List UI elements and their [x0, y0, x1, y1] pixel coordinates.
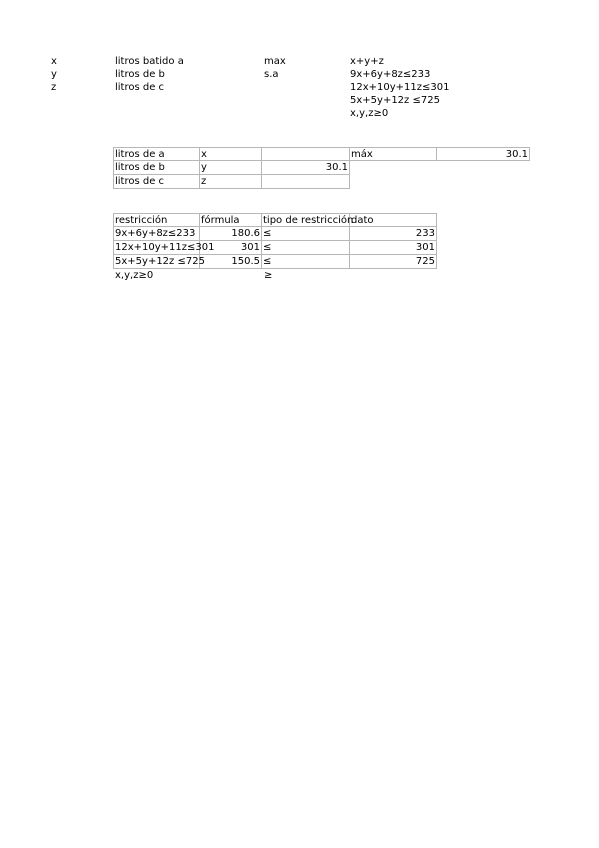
- var-x: x: [51, 56, 57, 67]
- var-row-var[interactable]: z: [200, 175, 262, 189]
- constraint-row-formula[interactable]: 180.6: [200, 227, 262, 241]
- header-data[interactable]: dato: [350, 213, 437, 227]
- var-z: z: [51, 82, 57, 93]
- constraint-row-data[interactable]: 301: [350, 241, 437, 255]
- header-formula[interactable]: fórmula: [200, 213, 262, 227]
- var-row-value[interactable]: [262, 147, 350, 161]
- constraint-row-restriction[interactable]: 9x+6y+8z≤233: [113, 227, 200, 241]
- var-row-var[interactable]: x: [200, 147, 262, 161]
- constraint-row-restriction[interactable]: 12x+10y+11z≤301: [115, 242, 215, 253]
- var-row-label[interactable]: litros de a: [113, 147, 200, 161]
- constraint-row-data[interactable]: 725: [350, 255, 437, 269]
- constraint-row-type[interactable]: ≤: [262, 241, 350, 255]
- objective-function: x+y+z: [350, 56, 384, 67]
- footer-restriction[interactable]: x,y,z≥0: [115, 270, 154, 281]
- constraint-row-restriction[interactable]: 5x+5y+12z ≤725: [115, 256, 205, 267]
- header-restriction[interactable]: restricción: [113, 213, 200, 227]
- header-type[interactable]: tipo de restricción: [263, 215, 354, 226]
- var-row-label[interactable]: litros de c: [113, 175, 200, 189]
- var-y: y: [51, 69, 57, 80]
- sa-label: s.a: [264, 69, 279, 80]
- var-row-var[interactable]: y: [200, 161, 262, 175]
- constraint-1: 9x+6y+8z≤233: [350, 69, 431, 80]
- constraint-row-type[interactable]: ≤: [262, 255, 350, 269]
- constraint-row-data[interactable]: 233: [350, 227, 437, 241]
- var-row-label[interactable]: litros de b: [113, 161, 200, 175]
- meaning-z: litros de c: [115, 82, 165, 93]
- constraint-row-formula[interactable]: 301: [200, 241, 262, 255]
- constraint-nonneg: x,y,z≥0: [350, 108, 389, 119]
- var-row-value[interactable]: [262, 175, 350, 189]
- max-label: max: [264, 56, 286, 67]
- footer-type[interactable]: ≥: [264, 270, 273, 281]
- constraint-row-type[interactable]: ≤: [262, 227, 350, 241]
- max-cell-value[interactable]: 30.1: [437, 147, 530, 161]
- max-cell-label[interactable]: máx: [350, 147, 437, 161]
- constraint-2: 12x+10y+11z≤301: [350, 82, 450, 93]
- meaning-x: litros batido a: [115, 56, 184, 67]
- constraint-row-formula[interactable]: 150.5: [200, 255, 262, 269]
- meaning-y: litros de b: [115, 69, 165, 80]
- constraint-3: 5x+5y+12z ≤725: [350, 95, 440, 106]
- var-row-value[interactable]: 30.1: [262, 161, 350, 175]
